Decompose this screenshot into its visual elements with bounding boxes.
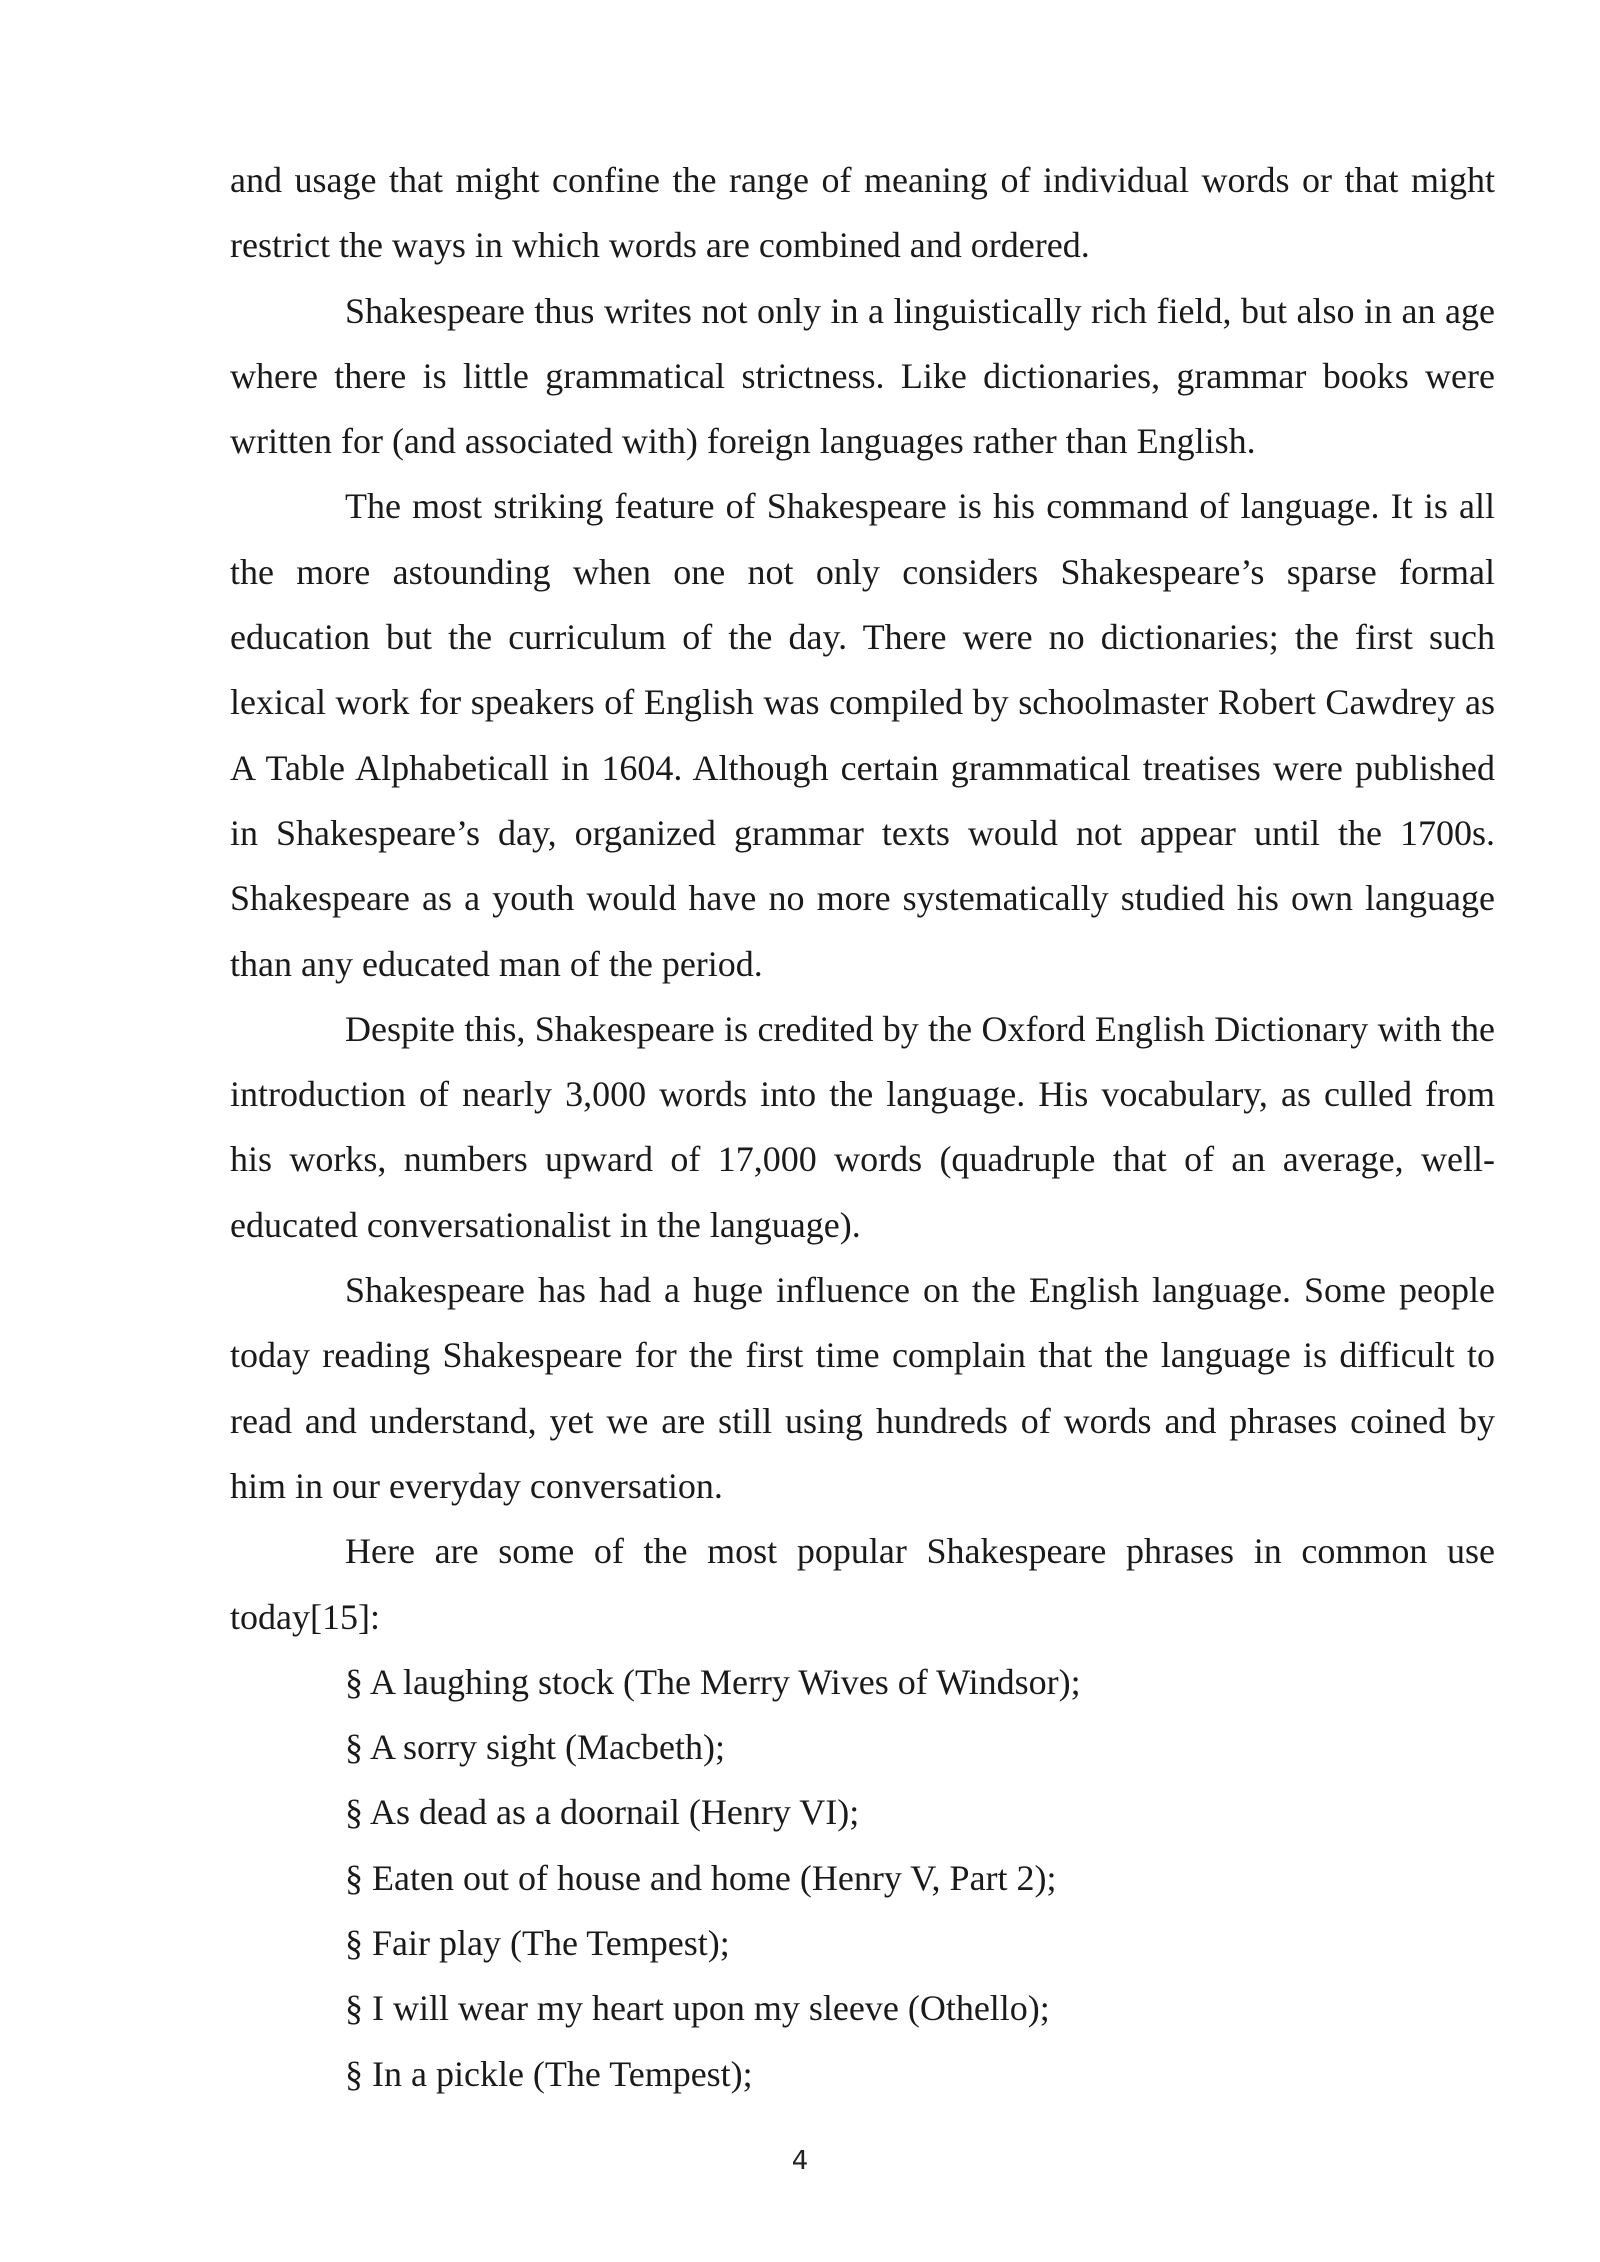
paragraph-command-of-language: The most striking feature of Shakespeare is his command of language. It is all the more astounding when one not only considers Shakespeare’s sparse formal education but the curriculum of the day. There were no dictionaries; the first such lexical work for speakers of English was compiled by schoolmaster Robert Cawdrey as A Table Alphabeticall in 1604. Although certain grammatical treatises were published in Shakespeare’s day, organized grammar texts would not appear until the 1700s. Shakespeare as a youth would have no more systematically studied his own language than any educated man of the period. — [230, 486, 1495, 984]
paragraph-vocabulary: Despite this, Shakespeare is credited by the Oxford English Dictionary with the introduction of nearly 3,000 words into the language. His vocabulary, as culled from his works, numbers upward of 17,000 words (quadruple that of an average, well-educated conversationalist in the language). — [230, 1008, 1495, 1245]
list-item: § Fair play (The Tempest); — [345, 1923, 730, 1964]
body-text — [230, 148, 1495, 2107]
paragraph-phrases-intro: Here are some of the most popular Shakespeare phrases in common use today[15]: — [230, 1531, 1495, 1637]
list-item: § As dead as a doornail (Henry VI); — [345, 1792, 860, 1833]
page-number: 4 — [791, 2146, 809, 2176]
list-item: § In a pickle (The Tempest); — [345, 2053, 753, 2094]
list-item: § Eaten out of house and home (Henry V, Part 2); — [345, 1857, 1057, 1898]
phrase-list — [230, 1650, 1495, 2107]
list-item: § I will wear my heart upon my sleeve (Othello); — [345, 1988, 1050, 2029]
paragraph-continuation: and usage that might confine the range of meaning of individual words or that might restrict the ways in which words are combined and ordered. — [230, 160, 1495, 266]
paragraph-grammatical-strictness: Shakespeare thus writes not only in a linguistically rich field, but also in an age where there is little grammatical strictness. Like dictionaries, grammar books were written for (and associated with) foreign languages rather than English. — [230, 290, 1495, 462]
paragraph-influence: Shakespeare has had a huge influence on the English language. Some people today reading Shakespeare for the first time complain that the language is difficult to read and understand, yet we are still using hundreds of words and phrases coined by him in our everyday conversation. — [230, 1270, 1495, 1506]
list-item: § A sorry sight (Macbeth); — [345, 1727, 725, 1768]
list-item: § A laughing stock (The Merry Wives of Windsor); — [345, 1661, 1081, 1702]
